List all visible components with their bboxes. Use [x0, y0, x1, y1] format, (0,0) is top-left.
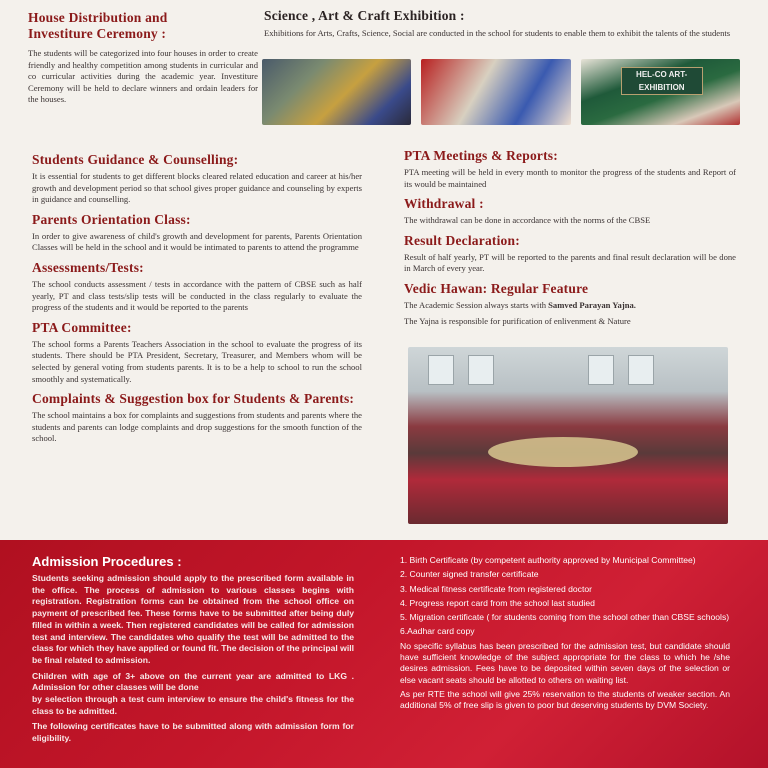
- hawan-photo: [408, 347, 728, 524]
- complaints-text: The school maintains a box for complaints and suggestions from students and parents where the students and parents can lodge complaints and drop suggestions for the smooth function of the school.: [32, 410, 362, 444]
- certificate-item: 2. Counter signed transfer certificate: [400, 569, 539, 580]
- exhibition-photo-2: [421, 59, 570, 125]
- house-title-line2: Investiture Ceremony :: [28, 26, 167, 41]
- yajna-table: [488, 437, 638, 467]
- certificate-item: 5. Migration certificate ( for students coming from the school other than CBSE schools): [400, 612, 730, 623]
- guidance-title: Students Guidance & Counselling:: [32, 152, 239, 167]
- withdrawal-title: Withdrawal :: [404, 196, 484, 212]
- admission-para-2: Children with age of 3+ above on the current year are admitted to LKG . Admission for other classes will be done: [32, 670, 354, 693]
- vedic-yajna-name: Samved Parayan Yajna.: [548, 299, 636, 310]
- vedic-title: Vedic Hawan: Regular Feature: [404, 280, 589, 296]
- parents-orientation-text: In order to give awareness of child's growth and development for parents, Parents Orientation Classes will be held in the school and it would be intimated to parents to attend the programme: [32, 230, 362, 253]
- certificate-item: 4. Progress report card from the school last studied: [400, 597, 595, 608]
- parents-orientation-section: [32, 212, 362, 254]
- left-column: [32, 150, 362, 451]
- result-text: Result of half yearly, PT will be reported to the parents and final result declaration will be done in March of every year.: [404, 251, 736, 274]
- admission-procedures: [32, 554, 354, 745]
- photo-window: [588, 355, 614, 385]
- vedic-text-prefix: The Academic Session always starts with: [404, 299, 549, 310]
- science-exhibition-section: [264, 8, 744, 40]
- certificate-item: 3. Medical fitness certificate from registered doctor: [400, 583, 593, 594]
- pta-committee-text: The school forms a Parents Teachers Association in the school to evaluate the progress of its students. There should be PTA President, Secretary, Treasurer, and Members whom will be selected by general voting from students parents. It is to be a help to school to run the school smoothly and systematically.: [32, 338, 362, 384]
- assessments-text: The school conducts assessment / tests in accordance with the pattern of CBSE such as half yearly, PT and class tests/slip tests will be conducted in the class regularly to evaluate the progress of the students and it would be reported to the parents: [32, 278, 362, 313]
- assessments-title: Assessments/Tests:: [32, 259, 144, 275]
- withdrawal-text: The withdrawal can be done in accordance with the norms of the CBSE: [404, 215, 651, 226]
- certificate-item: 6.Aadhar card copy: [400, 626, 475, 637]
- admission-para-4: The following certificates have to be submitted along with admission form for eligibility.: [32, 721, 354, 744]
- certificate-list: [400, 555, 730, 638]
- vedic-section: [404, 281, 736, 327]
- admission-para-3: by selection through a test cum interview to ensure the child's fitness for the class to be admitted.: [32, 694, 354, 716]
- pta-committee-section: [32, 320, 362, 385]
- complaints-section: [32, 391, 362, 445]
- certificate-item: 1. Birth Certificate (by competent authority approved by Municipal Committee): [400, 555, 696, 565]
- house-distribution-section: [28, 10, 258, 106]
- admission-note-syllabus: No specific syllabus has been prescribed for the admission test, but candidate should have sufficient knowledge of the subject appropriate for the class to which he /she desires admission. Fees have to be deposited within seven days of the selection or else vacant seats should be allotted to others on waiting list.: [400, 640, 730, 685]
- photo-window: [428, 355, 454, 385]
- pta-meetings-title: PTA Meetings & Reports:: [404, 148, 558, 163]
- assessments-section: [32, 260, 362, 314]
- science-exhibition-title: Science , Art & Craft Exhibition :: [264, 8, 465, 23]
- photo-window: [468, 355, 494, 385]
- admission-title: Admission Procedures :: [32, 554, 182, 569]
- guidance-section: [32, 152, 362, 206]
- vedic-text-2: The Yajna is responsible for purification of enlivenment & Nature: [404, 315, 631, 326]
- pta-meetings-section: [404, 148, 736, 190]
- pta-meetings-text: PTA meeting will be held in every month to monitor the progress of the students and Report of its would be maintained: [404, 167, 736, 189]
- exhibition-photo-1: [262, 59, 411, 125]
- admission-para-1: Students seeking admission should apply to the prescribed form available in the office. The process of admission to various classes begins with registration. Registration forms can be obtained from the school office on payment of prescribed fee. These forms have to be submitted after being duly filled in within a week. Then registered candidates will be called for admission test and interview. The candidates who qualify the test will be admitted to the class for which they have applied or found fit. The decision of the principal will be final related to admission.: [32, 573, 354, 665]
- withdrawal-section: [404, 196, 736, 227]
- exhibition-photo-3: [581, 59, 740, 125]
- admission-note-rte: As per RTE the school will give 25% reservation to the students of weaker section. An additional 5% of free slip is given to poor but deserving students by DVM Society.: [400, 688, 730, 711]
- complaints-title: Complaints & Suggestion box for Students & Parents:: [32, 391, 355, 407]
- result-section: [404, 233, 736, 275]
- house-distribution-title: [28, 10, 258, 42]
- photo-window: [628, 355, 654, 385]
- exhibition-board-sign: HEL-CO ART-EXHIBITION: [621, 67, 703, 95]
- pta-committee-title: PTA Committee:: [32, 319, 132, 335]
- house-title-line1: House Distribution and: [28, 10, 168, 25]
- guidance-text: It is essential for students to get different blocks cleared related education and career at his/her growth and development period so that school gives proper guidance and counseling by experts in guidance and counselling.: [32, 171, 362, 205]
- admission-certificates: [400, 555, 730, 715]
- result-title: Result Declaration:: [404, 232, 520, 248]
- house-distribution-text: The students will be categorized into four houses in order to create friendly and healthy competition among students in curricular and co curricular activities during the academic year. Investiture Ceremony will be held to declare winners and ordain leaders for the houses.: [28, 48, 258, 105]
- vedic-text: [404, 300, 736, 312]
- right-column: [404, 146, 736, 333]
- parents-orientation-title: Parents Orientation Class:: [32, 211, 191, 227]
- exhibition-photo-strip: [262, 59, 740, 125]
- science-exhibition-text: Exhibitions for Arts, Crafts, Science, Social are conducted in the school for students to enable them to exhibit the talents of the students: [264, 28, 731, 38]
